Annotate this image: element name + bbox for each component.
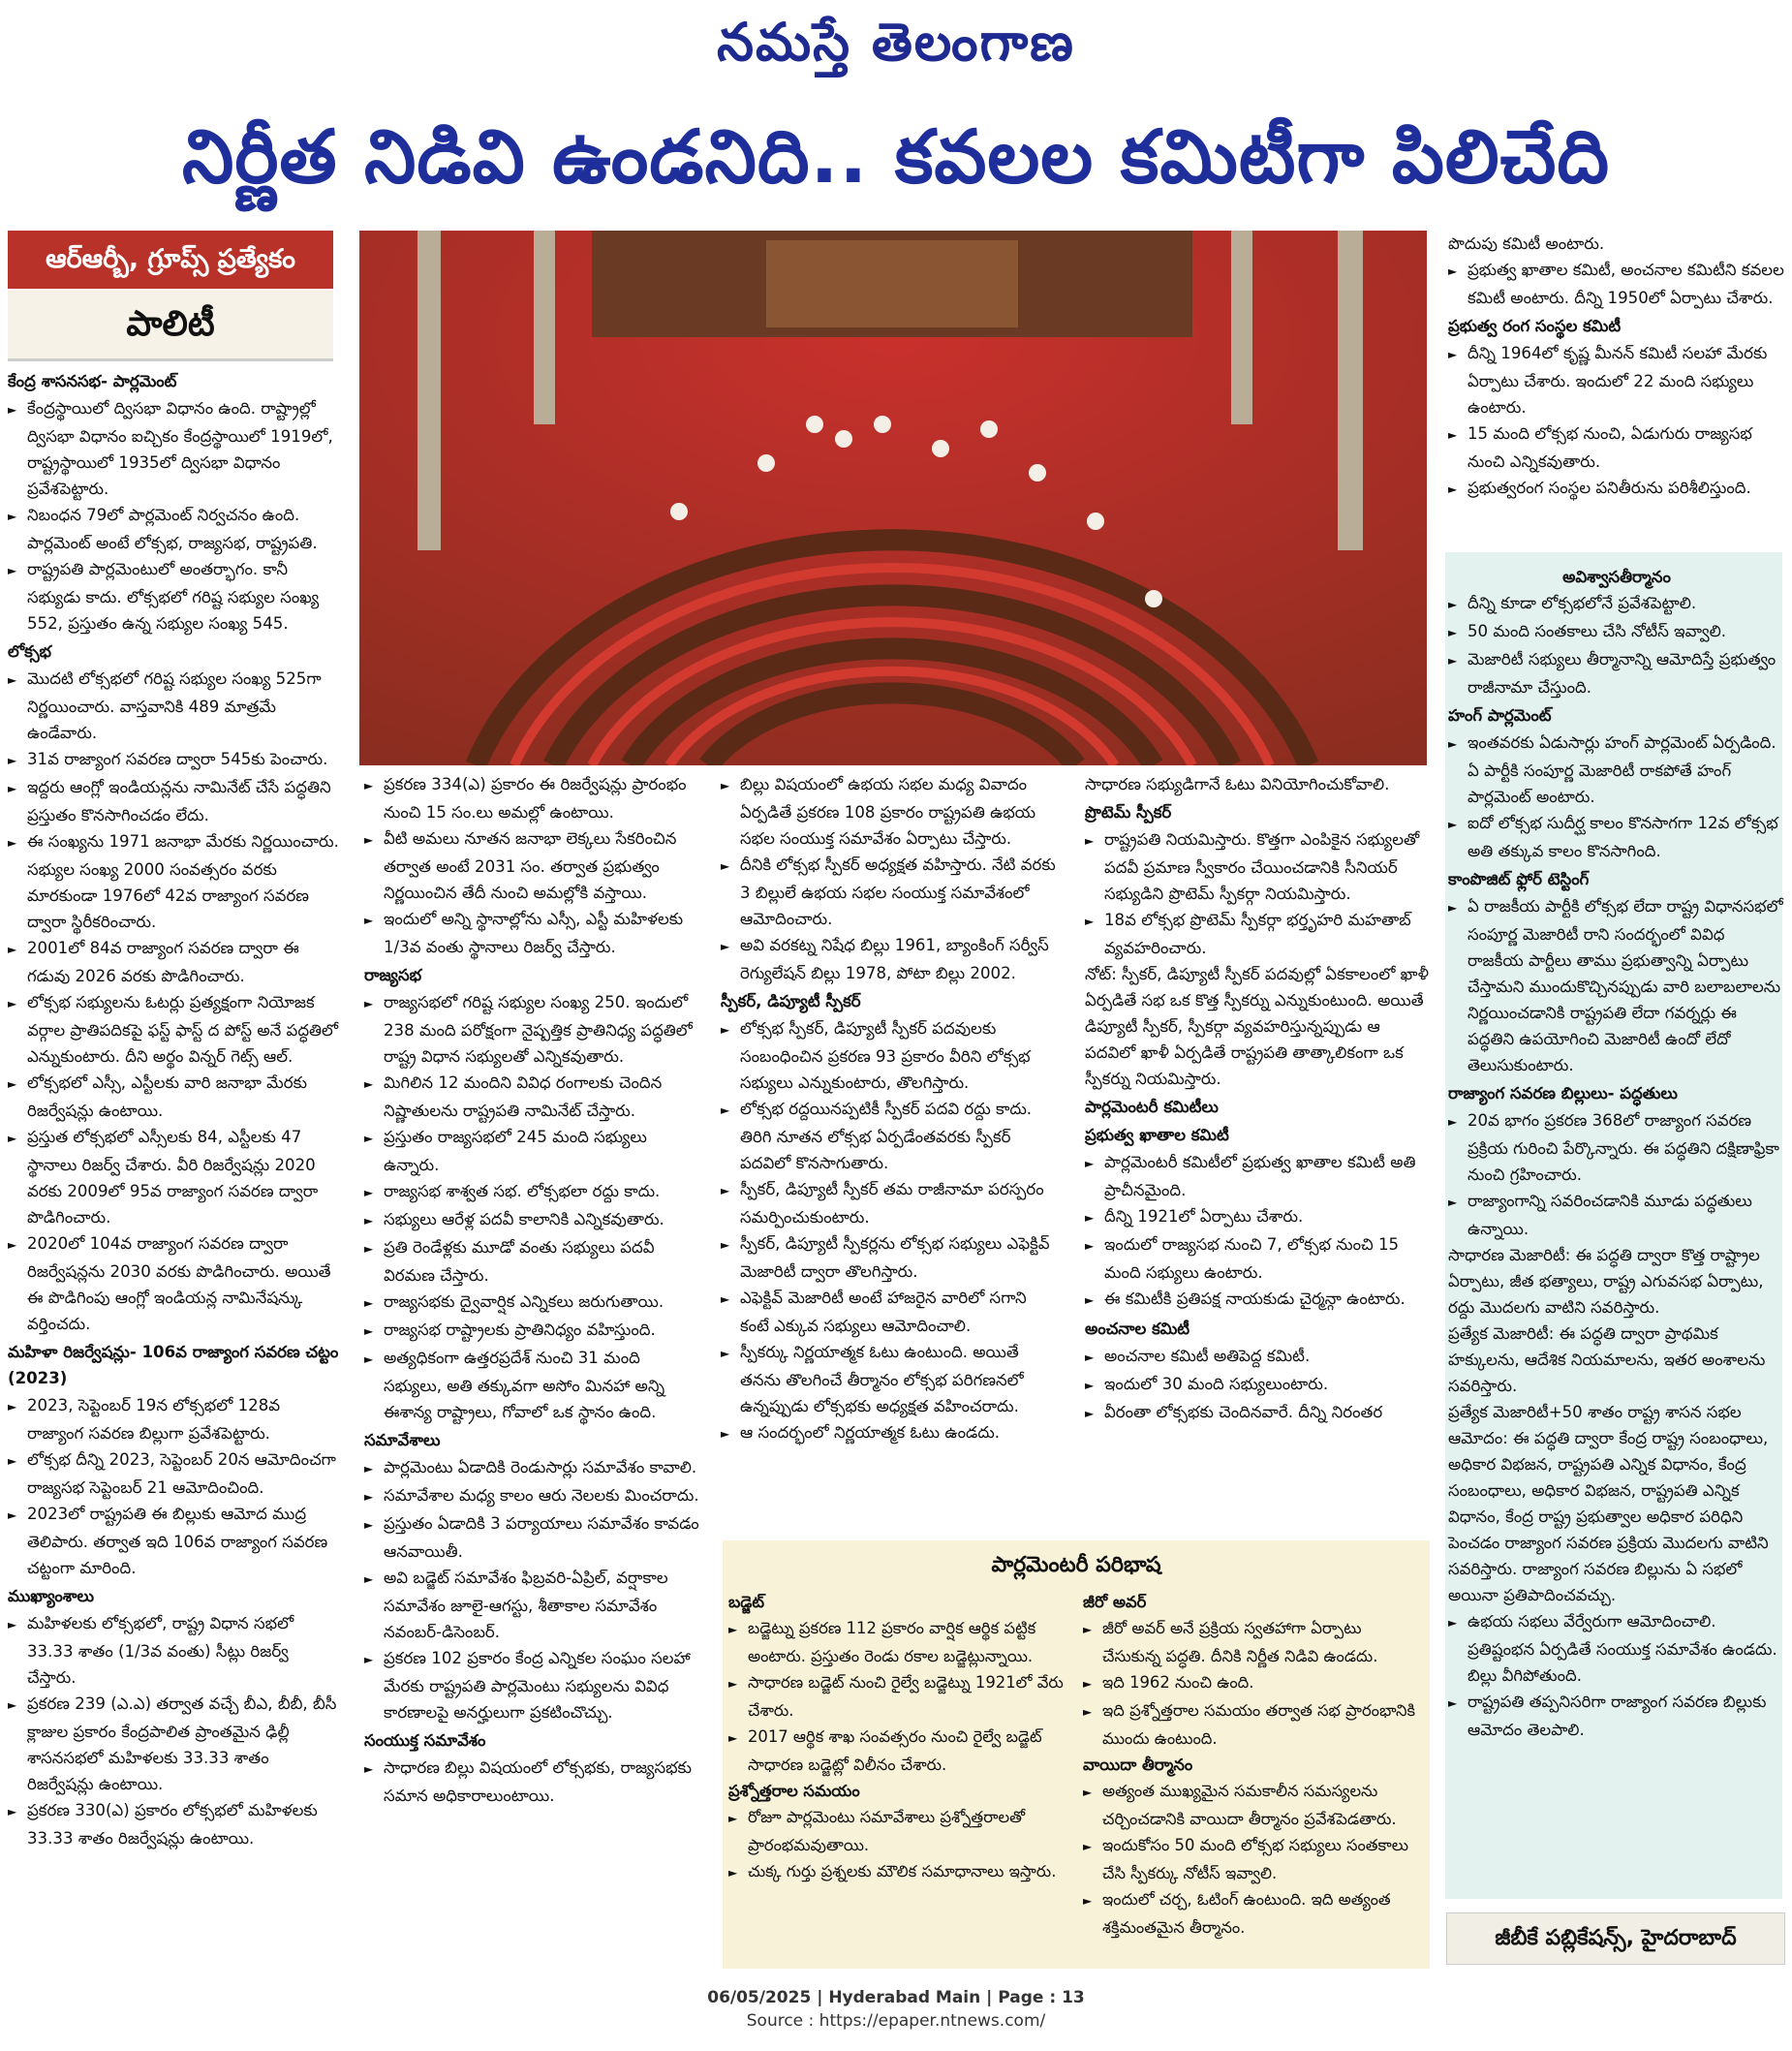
bullet-item: ► 2017 ఆర్థిక శాఖ సంవత్సరం నుంచి రైల్వే బడ్జెట్ సాధారణ బడ్జెట్లో విలీనం చేశారు. (728, 1724, 1077, 1778)
bullet-item: ► అత్యధికంగా ఉత్తరప్రదేశ్ నుంచి 31 మంది సభ్యులు, అతి తక్కువగా అసోం మినహా అన్ని ఈశాన్య రాష్ట్రాలు, గోవాలో ఒక స్థానం ఉంది. (364, 1345, 699, 1425)
page-footer (0, 1986, 1792, 2033)
subheading: ప్రొటెమ్ స్పీకర్ (1085, 803, 1172, 822)
bullet-item: ► ఇందుకోసం 50 మంది లోక్సభ సభ్యులు సంతకాలు చేసి స్పీకర్కు నోటీస్ ఇవ్వాలి. (1083, 1832, 1424, 1886)
bullet-item: ► ఆ సందర్భంలో నిర్ణయాత్మక ఓటు ఉండదు. (721, 1419, 1058, 1447)
bullet-item: ► ఇది 1962 నుంచి ఉంది. (1083, 1669, 1424, 1697)
bullet-item: ► ఎఫెక్టివ్ మెజారిటీ అంటే హాజరైన వారిలో సగాని కంటే ఎక్కువ సభ్యులు ఆమోదించాలి. (721, 1285, 1058, 1339)
subheading: ప్రశ్నోత్తరాల సమయం (728, 1782, 860, 1800)
bullet-item: ► అవి వరకట్న నిషేధ బిల్లు 1961, బ్యాంకింగ్ సర్వీస్ రెగ్యులేషన్ బిల్లు 1978, పోటా బిల్లు 2002. (721, 932, 1058, 986)
masthead-logo: నమస్తే తెలంగాణ (717, 11, 1075, 73)
bullet-item: ► 2001లో 84వ రాజ్యాంగ సవరణ ద్వారా ఈ గడువు 2026 వరకు పొడిగించారు. (8, 935, 339, 989)
bullet-item: ► దీన్ని కూడా లోక్సభలోనే ప్రవేశపెట్టాలి. (1448, 590, 1785, 618)
bullet-item: ► రోజూ పార్లమెంటు సమావేశాలు ప్రశ్నోత్తరాలతో ప్రారంభమవుతాయి. (728, 1804, 1077, 1858)
bullet-item: ► ప్రస్తుతం ఏడాదికి 3 పర్యాయాలు సమావేశం కావడం ఆనవాయితీ. (364, 1510, 699, 1565)
article-headline: నిర్ణీత నిడివి ఉండనిది.. కవలల కమిటీగా పిలిచేది (181, 113, 1611, 200)
subheading: రాజ్యసభ (364, 966, 422, 984)
bullet-item: ► మొదటి లోక్సభలో గరిష్ట సభ్యుల సంఖ్య 525గా నిర్ణయించారు. వాస్తవానికి 489 మాత్రమే ఉండేవారు. (8, 666, 339, 746)
bullet-item: ► 18వ లోక్సభ ప్రొటెమ్ స్పీకర్గా భర్తృహరి మహతాబ్ వ్యవహరించారు. (1085, 907, 1430, 961)
bullet-item: ► అత్యంత ముఖ్యమైన సమకాలీన సమస్యలను చర్చించడానికి వాయిదా తీర్మానం ప్రవేశపెడతారు. (1083, 1778, 1424, 1832)
column-4 (1085, 771, 1430, 1427)
bullet-item: ► మిగిలిన 12 మందిని వివిధ రంగాలకు చెందిన నిష్ణాతులను రాష్ట్రపతి నామినేట్ చేస్తారు. (364, 1070, 699, 1124)
bullet-item: ► అంచనాల కమిటీ అతిపెద్ద కమిటీ. (1085, 1343, 1430, 1371)
bullet-item: ► ప్రభుత్వరంగ సంస్థల పనితీరును పరిశీలిస్తుంది. (1448, 475, 1785, 503)
bullet-item: ► 20వ భాగం ప్రకరణ 368లో రాజ్యాంగ సవరణ ప్రక్రియ గురించి పేర్కొన్నారు. ఈ పద్ధతిని దక్షిణాఫ్రికా నుంచి గ్రహించారు. (1448, 1107, 1785, 1188)
subheading: ప్రభుత్వ ఖాతాల కమిటీ (1085, 1126, 1229, 1144)
subheading: ప్రభుత్వ రంగ సంస్థల కమిటీ (1448, 317, 1622, 335)
subheading: సమావేశాలు (364, 1431, 441, 1449)
subheading: స్పీకర్, డిప్యూటీ స్పీకర్ (721, 992, 861, 1010)
glossary-title: పార్లమెంటరీ పరిభాష (991, 1553, 1161, 1577)
section-label: పాలిటీ (8, 291, 333, 361)
bullet-item: ► సాధారణ బిల్లు విషయంలో లోక్సభకు, రాజ్యసభకు సమాన అధికారాలుంటాయి. (364, 1755, 699, 1809)
subheading: రాజ్యాంగ సవరణ బిల్లులు- పద్ధతులు (1448, 1084, 1678, 1103)
bullet-item: ► దీన్ని 1921లో ఏర్పాటు చేశారు. (1085, 1203, 1430, 1231)
bullet-item: ► రాజ్యసభకు ద్వైవార్షిక ఎన్నికలు జరుగుతాయి. (364, 1289, 699, 1317)
subheading: సంయుక్త సమావేశం (364, 1731, 486, 1750)
special-tag: ఆర్ఆర్బీ, గ్రూప్స్ ప్రత్యేకం (8, 231, 333, 289)
bullet-item: ► ఉభయ సభలు వేర్వేరుగా ఆమోదించాలి. ప్రతిష్టంభన ఏర్పడితే సంయుక్త సమావేశం ఉండదు. బిల్లు వీగిపోతుంది. (1448, 1608, 1785, 1689)
bullet-item: ► ఏ రాజకీయ పార్టీకి లోక్సభ లేదా రాష్ట్ర విధానసభలో సంపూర్ణ మెజారిటీ రాని సందర్భంలో వివిధ రాజకీయ పార్టీలు తాము ప్రభుత్వాన్ని ఏర్పాటు చేస్తామని ముందుకొచ్చినప్పుడు వారి బలాబలాలను నిర్ణయించడానికి రాష్ట్రపతి లేదా గవర్నర్లు ఈ పద్ధతిని ఉపయోగించి మెజారిటీ ఉందో లేదో తెలుసుకుంటారు. (1448, 893, 1785, 1078)
bullet-item: ► వీటి అమలు నూతన జనాభా లెక్కలు సేకరించిన తర్వాత అంటే 2031 సం. తర్వాత ప్రభుత్వం నిర్ణయించిన తేదీ నుంచి అమల్లోకి వస్తాయి. (364, 825, 699, 906)
parliament-photo (359, 231, 1427, 765)
bullet-item: ► ప్రతి రెండేళ్లకు మూడో వంతు సభ్యులు పదవీ విరమణ చేస్తారు. (364, 1234, 699, 1289)
bullet-item: ► లోక్సభ రద్దయినప్పటికీ స్పీకర్ పదవి రద్దు కాదు. తిరిగి నూతన లోక్సభ ఏర్పడేంతవరకు స్పీకర్ పదవిలో కొనసాగుతారు. (721, 1096, 1058, 1176)
subheading: అవిశ్వాసతీర్మానం (1562, 568, 1671, 586)
column-5 (1448, 231, 1785, 503)
bullet-item: ► సాధారణ బడ్జెట్ నుంచి రైల్వే బడ్జెట్ను 1921లో వేరు చేశారు. (728, 1669, 1077, 1724)
subheading: అంచనాల కమిటీ (1085, 1320, 1190, 1338)
bullet-item: ► దీనికి లోక్సభ స్పీకర్ అధ్యక్షత వహిస్తారు. నేటి వరకు 3 బిల్లులే ఉభయ సభల సంయుక్త సమావేశంలో ఆమోదించారు. (721, 852, 1058, 932)
subheading: వాయిదా తీర్మానం (1083, 1756, 1193, 1774)
bullet-item: ► లోక్సభలో ఎస్సీ, ఎస్టీలకు వారి జనాభా మేరకు రిజర్వేషన్లు ఉంటాయి. (8, 1070, 339, 1124)
bullet-item: ► ప్రస్తుతం రాజ్యసభలో 245 మంది సభ్యులు ఉన్నారు. (364, 1124, 699, 1178)
bullet-item: ► లోక్సభ దీన్ని 2023, సెప్టెంబర్ 20న ఆమోదించగా రాజ్యసభ సెప్టెంబర్ 21 ఆమోదించింది. (8, 1446, 339, 1501)
column-3 (721, 771, 1058, 1447)
paragraph: సాధారణ సభ్యుడిగానే ఓటు వినియోగించుకోవాలి. (1085, 775, 1390, 793)
bullet-item: ► అవి బడ్జెట్ సమావేశం ఫిబ్రవరి-ఏప్రిల్, వర్షాకాల సమావేశం జూలై-ఆగస్టు, శీతాకాల సమావేశం నవంబర్-డిసెంబర్. (364, 1565, 699, 1645)
bullet-item: ► రాష్ట్రపతి పార్లమెంటులో అంతర్భాగం. కానీ సభ్యుడు కాదు. లోక్సభలో గరిష్ట సభ్యుల సంఖ్య 552, ప్రస్తుతం ఉన్న సభ్యుల సంఖ్య 545. (8, 556, 339, 637)
bullet-item: ► రాజ్యసభలో గరిష్ట సభ్యుల సంఖ్య 250. ఇందులో 238 మంది పరోక్షంగా నైష్పత్తిక ప్రాతినిధ్య పద్ధతిలో రాష్ట్ర విధాన సభ్యులతో ఎన్నికవుతారు. (364, 989, 699, 1070)
subheading: హంగ్ పార్లమెంట్ (1448, 706, 1552, 725)
subheading: జీరో అవర్ (1083, 1593, 1147, 1611)
subheading: పార్లమెంటరీ కమిటీలు (1085, 1098, 1219, 1116)
bullet-item: ► 15 మంది లోక్సభ నుంచి, ఏడుగురు రాజ్యసభ నుంచి ఎన్నికవుతారు. (1448, 420, 1785, 475)
bullet-item: ► ఇందులో చర్చ, ఓటింగ్ ఉంటుంది. ఇది అత్యంత శక్తిమంతమైన తీర్మానం. (1083, 1886, 1424, 1941)
bullet-item: ► 2020లో 104వ రాజ్యాంగ సవరణ ద్వారా రిజర్వేషన్లను 2030 వరకు పొడిగించారు. అయితే ఈ పొడిగింపు ఆంగ్లో ఇండియన్ల నామినేషన్కు వర్తించదు. (8, 1230, 339, 1337)
parliament-hall-illustration (359, 231, 1427, 765)
bullet-item: ► ఈ కమిటీకి ప్రతిపక్ష నాయకుడు చైర్మన్గా ఉంటారు. (1085, 1286, 1430, 1314)
bullet-item: ► ప్రకరణ 102 ప్రకారం కేంద్ర ఎన్నికల సంఘం సలహా మేరకు రాష్ట్రపతి పార్లమెంటు సభ్యులను వివిధ కారణాలపై అనర్హులుగా ప్రకటించొచ్చు. (364, 1645, 699, 1725)
paragraph: ప్రత్యేక మెజారిటీ: ఈ పద్ధతి ద్వారా ప్రాథమిక హక్కులను, ఆదేశిక నియమాలను, ఇతర అంశాలను సవరిస్తారు. (1448, 1324, 1766, 1395)
bullet-item: ► రాష్ట్రపతి నియమిస్తారు. కొత్తగా ఎంపికైన సభ్యులతో పదవీ ప్రమాణ స్వీకారం చేయించడానికి సీనియర్ సభ్యుడిని ప్రొటెమ్ స్పీకర్గా నియమిస్తారు. (1085, 826, 1430, 907)
bullet-item: ► 50 మంది సంతకాలు చేసి నోటీస్ ఇవ్వాలి. (1448, 618, 1785, 646)
bullet-item: ► నిబంధన 79లో పార్లమెంట్ నిర్వచనం ఉంది. పార్లమెంట్ అంటే లోక్సభ, రాజ్యసభ, రాష్ట్రపతి. (8, 502, 339, 556)
column-1 (8, 366, 339, 1851)
bullet-item: ► మహిళలకు లోక్సభలో, రాష్ట్ర విధాన సభలో 33.33 శాతం (1/3వ వంతు) సీట్లు రిజర్వ్ చేస్తారు. (8, 1610, 339, 1691)
paragraph: ప్రత్యేక మెజారిటీ+50 శాతం రాష్ట్ర శాసన సభల ఆమోదం: ఈ పద్ధతి ద్వారా కేంద్ర రాష్ట్ర సంబంధాలు, అధికార విభజన, రాష్ట్రపతి ఎన్నిక విధానం, కేంద్ర సంబంధాలు, అధికార విభజన, రాష్ట్రపతి ఎన్నిక విధానం, కేంద్ర రాష్ట్ర ప్రభుత్వాల అధికార పరిధిని పెంచడం రాజ్యాంగ సవరణ ప్రక్రియ మొదలగు వాటిని సవరిస్తారు. రాజ్యాంగ సవరణ బిల్లును ఏ సభలో అయినా ప్రతిపాదించవచ్చు. (1448, 1403, 1769, 1604)
subheading: ముఖ్యాంశాలు (8, 1587, 94, 1605)
bullet-item: ► స్పీకర్, డిప్యూటీ స్పీకర్లను లోక్సభ సభ్యులు ఎఫెక్టివ్ మెజారిటీ ద్వారా తొలగిస్తారు. (721, 1230, 1058, 1285)
bullet-item: ► సభ్యులు ఆరేళ్ల పదవీ కాలానికి ఎన్నికవుతారు. (364, 1206, 699, 1234)
bullet-item: ► ఇందులో 30 మంది సభ్యులుంటారు. (1085, 1371, 1430, 1399)
bullet-item: ► ప్రకరణ 334(ఎ) ప్రకారం ఈ రిజర్వేషన్లు ప్రారంభం నుంచి 15 సం.లు అమల్లో ఉంటాయి. (364, 771, 699, 825)
publisher-credit: జీబీకే పబ్లికేషన్స్, హైదరాబాద్ (1446, 1912, 1785, 1965)
subheading: లోక్సభ (8, 642, 52, 661)
bullet-item: ► రాజ్యాంగాన్ని సవరించడానికి మూడు పద్ధతులు ఉన్నాయి. (1448, 1188, 1785, 1242)
bullet-item: ► రాష్ట్రపతి తప్పనిసరిగా రాజ్యాంగ సవరణ బిల్లుకు ఆమోదం తెలపాలి. (1448, 1689, 1785, 1743)
bullet-item: ► ప్రభుత్వ ఖాతాల కమిటీ, అంచనాల కమిటీని కవలల కమిటీ అంటారు. దీన్ని 1950లో ఏర్పాటు చేశారు. (1448, 257, 1785, 311)
bullet-item: ► లోక్సభ స్పీకర్, డిప్యూటీ స్పీకర్ పదవులకు సంబంధించిన ప్రకరణ 93 ప్రకారం వీరిని లోక్సభ సభ్యులు ఎన్నుకుంటారు, తొలగిస్తారు. (721, 1015, 1058, 1096)
bullet-item: ► ఇందులో రాజ్యసభ నుంచి 7, లోక్సభ నుంచి 15 మంది సభ్యులు ఉంటారు. (1085, 1231, 1430, 1286)
paragraph: సాధారణ మెజారిటీ: ఈ పద్ధతి ద్వారా కొత్త రాష్ట్రాల ఏర్పాటు, జీత భత్యాలు, రాష్ట్ర ఎగువసభ ఏర్పాటు, రద్దు మొదలగు వాటిని సవరిస్తారు. (1448, 1246, 1764, 1317)
column-2 (364, 771, 699, 1809)
bullet-item: ► ఇద్దరు ఆంగ్లో ఇండియన్లను నామినేట్ చేసే పద్ధతిని ప్రస్తుతం కొనసాగించడం లేదు. (8, 774, 339, 828)
bullet-item: ► చుక్క గుర్తు ప్రశ్నలకు మౌలిక సమాధానాలు ఇస్తారు. (728, 1858, 1077, 1886)
bullet-item: ► ఇది ప్రశ్నోత్తరాల సమయం తర్వాత సభ ప్రారంభానికి ముందు ఉంటుంది. (1083, 1697, 1424, 1752)
bullet-item: ► పార్లమెంటు ఏడాదికి రెండుసార్లు సమావేశం కావాలి. (364, 1454, 699, 1482)
edition-info: 06/05/2025 | Hyderabad Main | Page : 13 (707, 1988, 1085, 2007)
subheading: బడ్జెట్ (728, 1593, 765, 1611)
bullet-item: ► జీరో అవర్ అనే ప్రక్రియ స్వతహాగా ఏర్పాటు చేసుకున్న పద్ధతి. దీనికి నిర్ణీత నిడివి ఉండదు. (1083, 1615, 1424, 1669)
bullet-item: ► కేంద్రస్థాయిలో ద్విసభా విధానం ఉంది. రాష్ట్రాల్లో ద్విసభా విధానం ఐచ్చికం కేంద్రస్థాయిలో 1919లో, రాష్ట్రస్థాయిలో 1935లో ద్విసభా విధానం ప్రవేశపెట్టారు. (8, 395, 339, 502)
column-6 (1448, 554, 1785, 1743)
bullet-item: ► మెజారిటీ సభ్యులు తీర్మానాన్ని ఆమోదిస్తే ప్రభుత్వం రాజీనామా చేస్తుంది. (1448, 646, 1785, 700)
bullet-item: ► సమావేశాల మధ్య కాలం ఆరు నెలలకు మించరాదు. (364, 1482, 699, 1510)
bullet-item: ► రాజ్యసభ శాశ్వత సభ. లోక్సభలా రద్దు కాదు. (364, 1178, 699, 1206)
bullet-item: ► పార్లమెంటరీ కమిటీలో ప్రభుత్వ ఖాతాల కమిటీ అతి ప్రాచీనమైంది. (1085, 1149, 1430, 1203)
paragraph: నోట్: స్పీకర్, డిప్యూటీ స్పీకర్ పదవుల్లో ఏకకాలంలో ఖాళీ ఏర్పడితే సభ ఒక కొత్త స్పీకర్ను ఎన్నుకుంటుంది. అయితే డిప్యూటీ స్పీకర్, స్పీకర్గా వ్యవహరిస్తున్నప్పుడు ఆ పదవిలో ఖాళీ ఏర్పడితే రాష్ట్రపతి తాత్కాలికంగా ఒక స్పీకర్ను నియమిస్తారు. (1085, 965, 1429, 1088)
bullet-item: ► 31వ రాజ్యాంగ సవరణ ద్వారా 545కు పెంచారు. (8, 746, 339, 774)
bullet-item: ► ఈ సంఖ్యను 1971 జనాభా మేరకు నిర్ణయించారు. సభ్యుల సంఖ్య 2000 సంవత్సరం వరకు మారకుండా 1976లో 42వ రాజ్యాంగ సవరణ ద్వారా స్థిరీకరించారు. (8, 828, 339, 935)
bullet-item: ► 2023, సెప్టెంబర్ 19న లోక్సభలో 128వ రాజ్యాంగ సవరణ బిల్లుగా ప్రవేశపెట్టారు. (8, 1392, 339, 1446)
bullet-item: ► రాజ్యసభ రాష్ట్రాలకు ప్రాతినిధ్యం వహిస్తుంది. (364, 1317, 699, 1345)
bullet-item: ► బడ్జెట్ను ప్రకరణ 112 ప్రకారం వార్షిక ఆర్థిక పట్టిక అంటారు. ప్రస్తుతం రెండు రకాల బడ్జెట్లున్నాయి. (728, 1615, 1077, 1669)
bullet-item: ► ఇందులో అన్ని స్థానాల్లోను ఎస్సీ, ఎస్టీ మహిళలకు 1/3వ వంతు స్థానాలు రిజర్వ్ చేస్తారు. (364, 906, 699, 960)
bullet-item: ► బిల్లు విషయంలో ఉభయ సభల మధ్య వివాదం ఏర్పడితే ప్రకరణ 108 ప్రకారం రాష్ట్రపతి ఉభయ సభల సంయుక్త సమావేశం ఏర్పాటు చేస్తారు. (721, 771, 1058, 852)
bullet-item: ► స్పీకర్, డిప్యూటీ స్పీకర్ తమ రాజీనామా పరస్పరం సమర్పించుకుంటారు. (721, 1176, 1058, 1230)
bullet-item: ► ప్రస్తుత లోక్సభలో ఎస్సీలకు 84, ఎస్టీలకు 47 స్థానాలు రిజర్వ్ చేశారు. వీరి రిజర్వేషన్లు 2020 వరకు 2009లో 95వ రాజ్యాంగ సవరణ ద్వారా పొడిగించారు. (8, 1124, 339, 1230)
subheading: కేంద్ర శాసనసభ- పార్లమెంట్ (8, 372, 177, 390)
bullet-item: ► స్పీకర్కు నిర్ణయాత్మక ఓటు ఉంటుంది. అయితే తనను తొలగించే తీర్మానం లోక్సభ పరిగణనలో ఉన్నప్పుడు లోక్సభకు అధ్యక్షత వహించరాదు. (721, 1339, 1058, 1419)
glossary-column-right (1083, 1589, 1424, 1941)
source-link[interactable]: Source : https://epaper.ntnews.com/ (746, 2011, 1046, 2031)
bullet-item: ► ప్రకరణ 330(ఎ) ప్రకారం లోక్సభలో మహిళలకు 33.33 శాతం రిజర్వేషన్లు ఉంటాయి. (8, 1797, 339, 1851)
paragraph: పొదుపు కమిటీ అంటారు. (1448, 234, 1605, 253)
subheading: కాంపొజిట్ ఫ్లోర్ టెస్టింగ్ (1448, 870, 1590, 888)
bullet-item: ► ఇంతవరకు ఏడుసార్లు హంగ్ పార్లమెంట్ ఏర్పడింది. ఏ పార్టీకి సంపూర్ణ మెజారిటీ రాకపోతే హంగ్ పార్లమెంట్ అంటారు. (1448, 730, 1785, 810)
glossary-column-left (728, 1589, 1077, 1886)
subheading: మహిళా రిజర్వేషన్లు- 106వ రాజ్యాంగ సవరణ చట్టం (2023) (8, 1343, 339, 1387)
bullet-item: ► దీన్ని 1964లో కృష్ణ మీనన్ కమిటీ సలహా మేరకు ఏర్పాటు చేశారు. ఇందులో 22 మంది సభ్యులు ఉంటారు. (1448, 340, 1785, 420)
bullet-item: ► ఐదో లోక్సభ సుదీర్ఘ కాలం కొనసాగగా 12వ లోక్సభ అతి తక్కువ కాలం కొనసాగింది. (1448, 810, 1785, 864)
bullet-item: ► 2023లో రాష్ట్రపతి ఈ బిల్లుకు ఆమోద ముద్ర తెలిపారు. తర్వాత ఇది 106వ రాజ్యాంగ సవరణ చట్టంగా మారింది. (8, 1501, 339, 1581)
bullet-item: ► లోక్సభ సభ్యులను ఓటర్లు ప్రత్యక్షంగా నియోజక వర్గాల ప్రాతిపదికపై ఫస్ట్ ఫాస్ట్ ద పోస్ట్ అనే పద్ధతిలో ఎన్నుకుంటారు. దీని అర్థం విన్నర్ గెట్స్ ఆల్. (8, 989, 339, 1070)
bullet-item: ► ప్రకరణ 239 (ఎ.ఎ) తర్వాత వచ్చే బీఎ, బీబీ, బీసీ క్లాజుల ప్రకారం కేంద్రపాలిత ప్రాంతమైన ఢిల్లీ శాసనసభలో మహిళలకు 33.33 శాతం రిజర్వేషన్లు ఉంటాయి. (8, 1691, 339, 1797)
bullet-item: ► వీరంతా లోక్సభకు చెందినవారే. దీన్ని నిరంతర (1085, 1399, 1430, 1427)
